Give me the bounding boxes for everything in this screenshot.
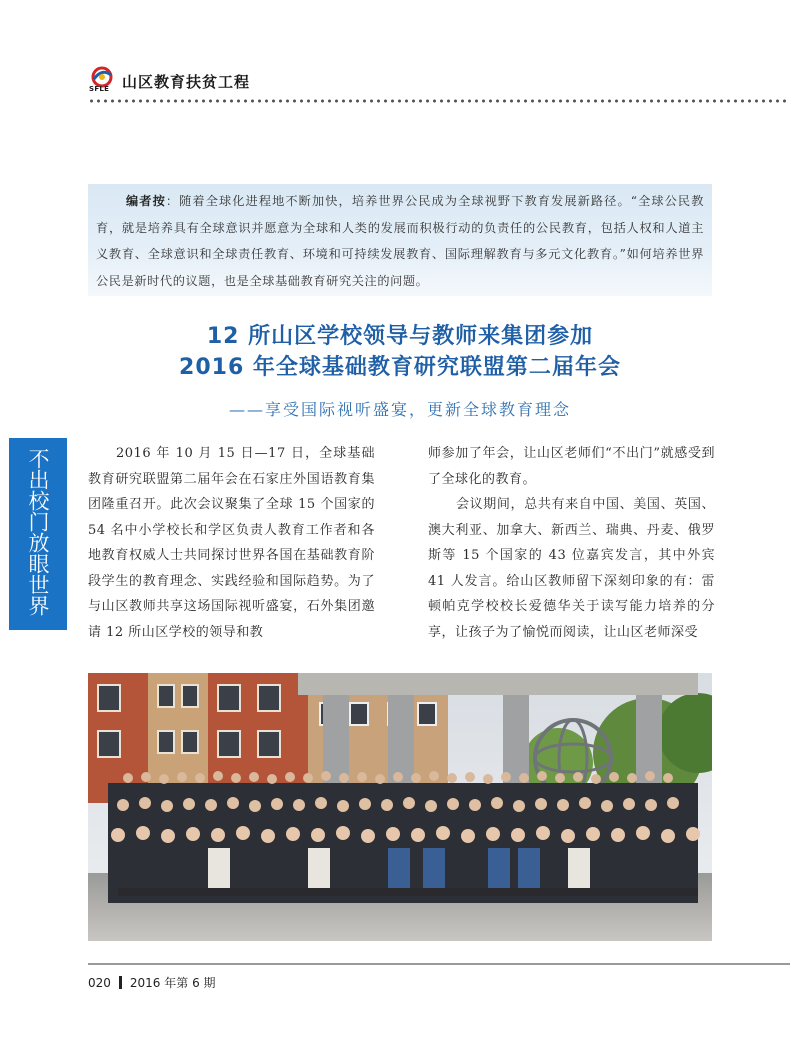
body-column-left xyxy=(88,441,375,645)
editor-note xyxy=(88,184,712,296)
footer-divider xyxy=(119,976,122,989)
dotted-divider xyxy=(88,98,790,104)
body-column-right xyxy=(428,441,715,645)
group-photo-illustration xyxy=(88,673,712,941)
article-title-line2: 2016 年全球基础教育研究联盟第二届年会 xyxy=(179,355,621,380)
article-subtitle: ——享受国际视听盛宴，更新全球教育理念 xyxy=(228,400,571,419)
editor-note-body: ：随着全球化进程地不断加快，培养世界公民成为全球视野下教育发展新路径。“全球公民教育，就是培养具有全球意识并愿意为全球和人类的发展而积极行动的负责任的公民教育，包括人权和人道主义教育、全球意识和全球责任教育、环境和可持续发展教育、国际理解教育与多元文化教育。”如何培养世界公民是新时代的议题，也是全球基础教育研究关注的问题。 xyxy=(96,194,704,288)
group-photo xyxy=(88,673,712,941)
side-tab-label: 不出校门放眼世界 xyxy=(26,448,50,616)
logo-text: SFLE xyxy=(89,85,110,93)
body-paragraph: 2016 年 10 月 15 日—17 日，全球基础教育研究联盟第二届年会在石家庄外国语教育集团隆重召开。此次会议聚集了全球 15 个国家的 54 名中小学校长和学区负责人教育工作者和各地教育权威人士共同探讨世界各国在基础教育阶段学生的教育理念、实践经验和国际趋势。为了与山区教师共享这场国际视听盛宴，石外集团邀请 12 所山区学校的领导和教 xyxy=(88,446,375,640)
page-header xyxy=(88,66,250,96)
side-section-tab xyxy=(9,438,67,630)
page-footer xyxy=(88,974,216,991)
article-title-line1: 12 所山区学校领导与教师来集团参加 xyxy=(206,324,594,349)
footer-rule xyxy=(88,963,790,965)
sfle-logo xyxy=(88,66,118,96)
editor-note-text xyxy=(96,188,704,294)
section-title: 山区教育扶贫工程 xyxy=(122,72,251,91)
editor-note-label: 编者按 xyxy=(126,194,166,208)
page-number: 020 xyxy=(88,975,111,990)
body-paragraph: 会议期间，总共有来自中国、美国、英国、澳大利亚、加拿大、新西兰、瑞典、丹麦、俄罗斯等 15 个国家的 43 位嘉宾发言，其中外宾 41 人发言。给山区教师留下深刻印象的有：雷顿帕克学校校长爱德华关于读写能力培养的分享，让孩子为了愉悦而阅读，让山区老师深受 xyxy=(428,497,715,640)
issue-label: 2016 年第 6 期 xyxy=(129,976,216,990)
body-paragraph-continuation: 师参加了年会，让山区老师们“不出门”就感受到了全球化的教育。 xyxy=(428,446,715,487)
